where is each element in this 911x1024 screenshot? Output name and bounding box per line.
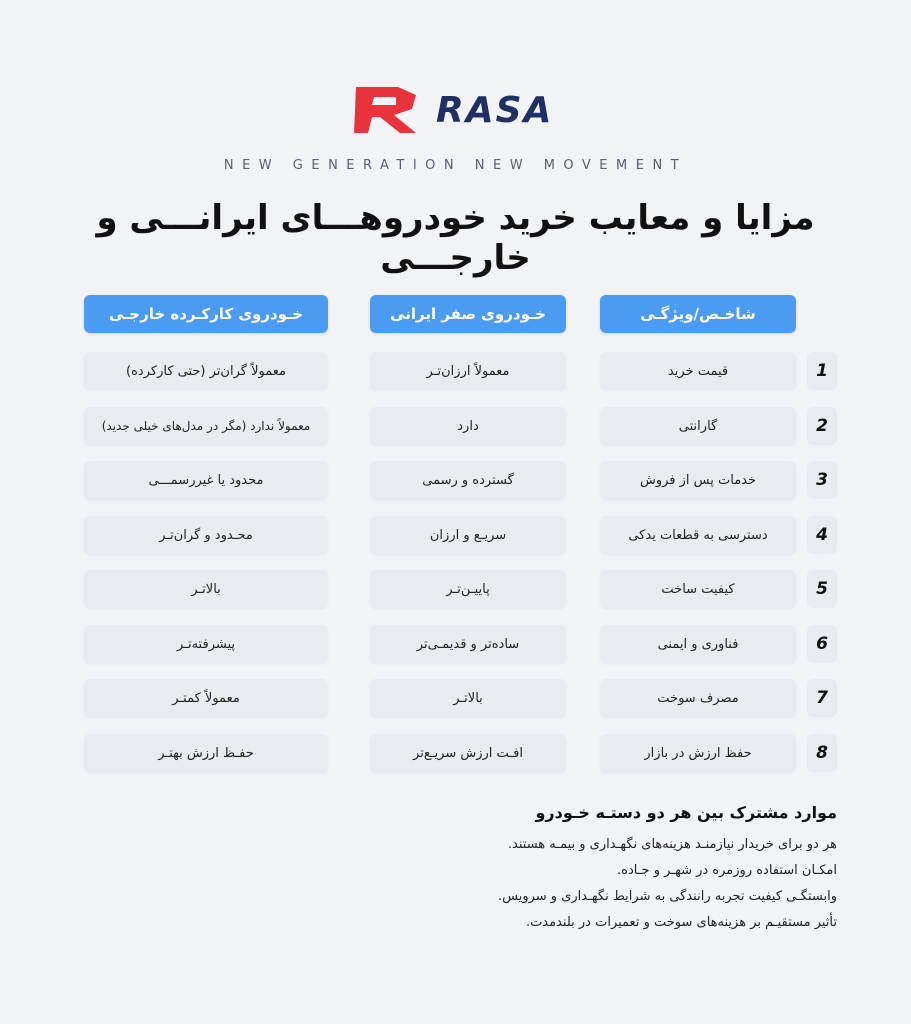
common-line: امکـان استفاده روزمره در شهـر و جـاده. [617, 863, 837, 878]
cell-feature: گارانتی [600, 407, 796, 445]
cell-feature: کیفیت ساخت [600, 570, 796, 608]
row-number: 3 [807, 461, 837, 499]
row-number: 2 [807, 407, 837, 445]
cell-iranian: گسترده و رسمی [370, 461, 566, 499]
cell-foreign: حفـظ ارزش بهتـر [84, 734, 328, 772]
page-title: مزایا و معایب خرید خودروهـــای ایرانـــی و خارجـــی [96, 198, 815, 278]
common-line: وابستگـی کیفیت تجربه رانندگی به شرایط نگهـداری و سرویس. [498, 889, 837, 904]
cell-iranian: معمولاً ارزان‌تـر [370, 352, 566, 390]
cell-feature: حفظ ارزش در بازار [600, 734, 796, 772]
cell-feature: قیمت خرید [600, 352, 796, 390]
cell-feature: خدمات پس از فروش [600, 461, 796, 499]
cell-iranian: دارد [370, 407, 566, 445]
cell-feature: دسترسی به قطعات یدکی [600, 516, 796, 554]
cell-foreign: معمولاً گران‌تر (حتی کارکرده) [84, 352, 328, 390]
row-number: 1 [807, 352, 837, 390]
cell-iranian: بالاتـر [370, 679, 566, 717]
common-line: هر دو برای خریدار نیازمنـد هزینه‌های نگهـداری و بیمـه هستند. [507, 837, 837, 852]
row-number: 5 [807, 570, 837, 608]
cell-feature: فناوری و ایمنی [600, 625, 796, 663]
cell-iranian: ساده‌تر و قدیمـی‌تر [370, 625, 566, 663]
header-feature: شاخـص/ویژگـی [600, 295, 796, 333]
cell-foreign: محدود یا غیررسمـــی [84, 461, 328, 499]
row-number: 6 [807, 625, 837, 663]
brand-name: RASA [436, 89, 554, 131]
row-number: 8 [807, 734, 837, 772]
cell-iranian: پاییـن‌تـر [370, 570, 566, 608]
header-iranian: خـودروی صفر ایرانی [370, 295, 566, 333]
rasa-r-icon [350, 85, 422, 135]
row-number: 4 [807, 516, 837, 554]
common-line: تأثیر مستقیـم بر هزینه‌های سوخت و تعمیرات در بلندمدت. [525, 915, 837, 930]
cell-feature: مصرف سوخت [600, 679, 796, 717]
cell-foreign: معمولاً ندارد (مگر در مدل‌های خیلی جدید) [84, 407, 328, 445]
cell-foreign: محـدود و گران‌تـر [84, 516, 328, 554]
cell-iranian: افـت ارزش سریـع‌تر [370, 734, 566, 772]
cell-foreign: بالاتـر [84, 570, 328, 608]
header-foreign: خـودروی کارکـرده خارجـی [84, 295, 328, 333]
row-number: 7 [807, 679, 837, 717]
common-section [237, 803, 837, 936]
brand-logo [350, 84, 565, 136]
cell-iranian: سریـع و ارزان [370, 516, 566, 554]
cell-foreign: معمولاً کمتـر [84, 679, 328, 717]
cell-foreign: پیشرفته‌تـر [84, 625, 328, 663]
brand-tagline: NEW GENERATION NEW MOVEMENT [223, 158, 688, 173]
common-title: موارد مشترک بین هر دو دستـه خـودرو [535, 803, 837, 822]
